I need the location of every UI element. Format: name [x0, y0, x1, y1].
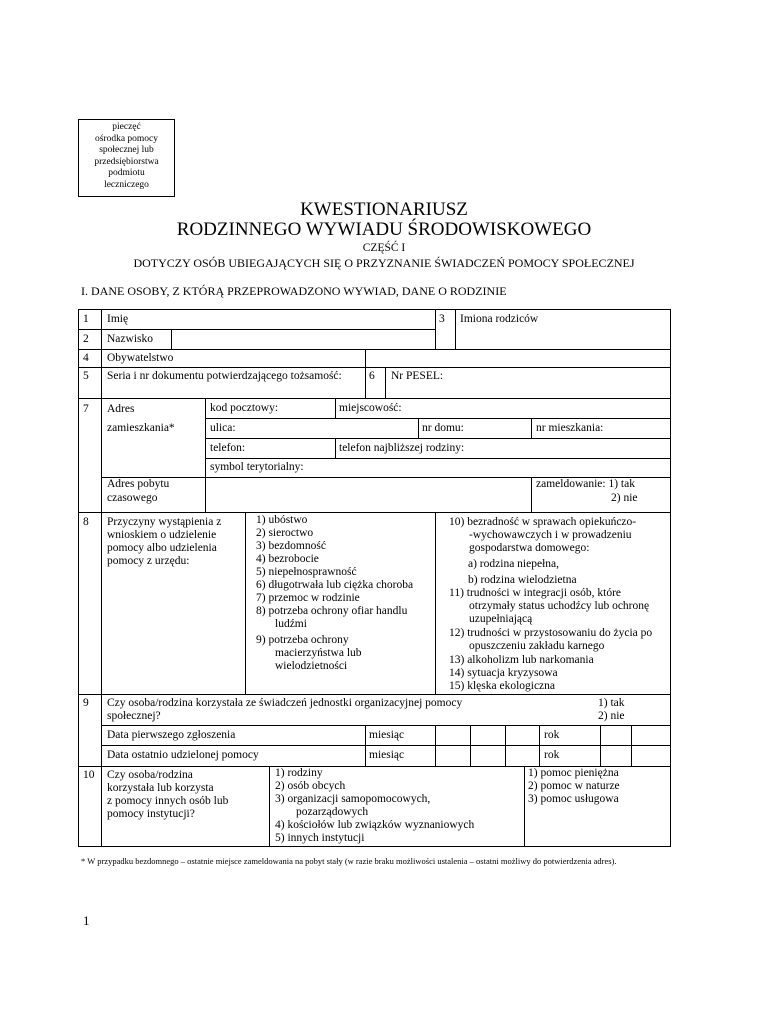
table-rule	[435, 309, 436, 349]
table-rule	[631, 725, 632, 766]
field-label-adres: Adres	[107, 403, 135, 415]
q10-help-type: 3) pomoc usługowa	[528, 793, 619, 805]
table-rule	[335, 398, 336, 418]
table-rule	[269, 766, 270, 846]
miesiac-label: miesiąc	[369, 729, 405, 741]
q10-option: pozarządowych	[296, 806, 369, 818]
section-title: I. DANE OSOBY, Z KTÓRĄ PRZEPROWADZONO WYWIAD, DANE O RODZINIE	[81, 284, 507, 298]
reason-item: 7) przemoc w rodzinie	[256, 592, 360, 604]
reason-item: wielodzietności	[275, 660, 348, 672]
field-label-telefon-rodziny: telefon najbliższej rodziny:	[339, 442, 465, 454]
reason-item: 13) alkoholizm lub narkomania	[449, 654, 594, 666]
table-rule	[78, 309, 671, 310]
table-rule	[78, 846, 671, 847]
field-label-nr-mieszkania: nr mieszkania:	[536, 422, 604, 434]
page-title-2: RODZINNEGO WYWIADU ŚRODOWISKOWEGO	[176, 219, 592, 240]
q10-option: 2) osób obcych	[275, 780, 346, 792]
table-rule	[78, 329, 435, 330]
page-number: 1	[83, 913, 90, 928]
q9-option-nie: 2) nie	[598, 710, 625, 722]
field-label-imie: Imię	[107, 313, 129, 325]
field-label-kod: kod pocztowy:	[210, 402, 279, 414]
row-number: 4	[83, 352, 89, 364]
reason-item: -wychowawczych i w prowadzeniu	[469, 529, 632, 541]
table-rule	[205, 398, 206, 512]
field-label-symbol: symbol terytorialny:	[210, 461, 304, 473]
stamp-line: przedsiębiorstwa	[94, 156, 159, 167]
table-rule	[205, 418, 671, 419]
q9-option-tak: 1) tak	[598, 697, 625, 709]
q10-option: 5) innych instytucji	[275, 832, 365, 844]
stamp-line: leczniczego	[104, 179, 149, 190]
reason-item: otrzymały status uchodźcy lub ochronę	[469, 600, 650, 612]
reason-item: opuszczeniu zakładu karnego	[469, 640, 605, 652]
reason-item: 2) sieroctwo	[256, 527, 314, 539]
table-rule	[335, 438, 336, 458]
q10-option: 3) organizacji samopomocowych,	[275, 793, 431, 805]
row-number: 7	[83, 403, 89, 415]
row-number: 10	[83, 769, 95, 781]
table-rule	[101, 745, 671, 746]
row-number: 1	[83, 313, 89, 325]
stamp-box	[78, 119, 175, 197]
reason-item: 1) ubóstwo	[256, 514, 308, 526]
q10-question: z pomocy innych osób lub	[107, 795, 229, 807]
przyczyny-label: pomocy z urzędu:	[107, 555, 190, 567]
q10-question: Czy osoba/rodzina	[107, 769, 193, 781]
zameldowanie-tak: zameldowanie: 1) tak	[536, 478, 635, 490]
field-label-nazwisko: Nazwisko	[107, 333, 153, 345]
reason-item: 10) bezradność w sprawach opiekuńczo-	[449, 516, 637, 528]
reason-item: ludźmi	[275, 618, 307, 630]
subtitle: DOTYCZY OSÓB UBIEGAJĄCYCH SIĘ O PRZYZNANIE ŚWIADCZEŃ POMOCY SPOŁECZNEJ	[133, 256, 635, 270]
stamp-line: społecznej lub	[99, 145, 154, 155]
reason-item: uzupełniającą	[469, 613, 533, 625]
row-number: 2	[83, 333, 89, 345]
reason-item: 14) sytuacja kryzysowa	[449, 667, 558, 679]
field-label-zamieszkania: zamieszkania*	[107, 422, 175, 434]
przyczyny-label: pomocy albo udzielenia	[107, 542, 217, 554]
table-rule	[385, 367, 386, 398]
footnote: * W przypadku bezdomnego – ostatnie miejsce zameldowania na pobyt stały (w razie braku możliwości ustalenia – ostatni możliwy do potwierdzenia adres).	[81, 856, 617, 866]
reason-item: 12) trudności w przystosowaniu do życia po	[449, 627, 653, 639]
field-label-ulica: ulica:	[210, 422, 236, 434]
table-rule	[505, 725, 506, 766]
rok-label: rok	[544, 729, 560, 741]
reason-item: 15) klęska ekologiczna	[449, 680, 556, 692]
row-number: 9	[83, 697, 89, 709]
part-label: CZĘŚĆ I	[362, 242, 406, 254]
field-label-pesel: Nr PESEL:	[391, 370, 444, 382]
reason-item: 3) bezdomność	[256, 540, 326, 552]
reason-item: 6) długotrwała lub ciężka choroba	[256, 579, 414, 591]
table-rule	[531, 477, 532, 512]
q10-help-type: 2) pomoc w naturze	[528, 780, 620, 792]
table-rule	[435, 725, 436, 766]
table-rule	[205, 458, 671, 459]
stamp-line: ośrodka pomocy	[94, 133, 159, 144]
table-rule	[524, 766, 525, 846]
field-label-czasowego: czasowego	[107, 492, 158, 504]
field-label-telefon: telefon:	[210, 442, 246, 454]
table-rule	[171, 329, 172, 349]
table-rule	[455, 309, 456, 349]
row-number: 6	[369, 370, 375, 382]
q10-help-type: 1) pomoc pieniężna	[528, 767, 619, 779]
table-rule	[365, 725, 366, 766]
reason-item: b) rodzina wielodzietna	[468, 574, 577, 586]
table-rule	[365, 349, 366, 398]
przyczyny-label: wnioskiem o udzielenie	[107, 529, 217, 541]
reason-item: 5) niepełnosprawność	[256, 566, 357, 578]
table-rule	[600, 725, 601, 766]
reason-item: 9) potrzeba ochrony	[256, 634, 349, 646]
reason-item: 8) potrzeba ochrony ofiar handlu	[256, 605, 408, 617]
table-rule	[101, 725, 671, 726]
q10-option: 4) kościołów lub związków wyznaniowych	[275, 819, 475, 831]
table-rule	[531, 418, 532, 438]
przyczyny-label: Przyczyny wystąpienia z	[107, 516, 222, 528]
table-rule	[78, 694, 671, 695]
row-number: 8	[83, 516, 89, 528]
reason-item: gospodarstwa domowego:	[469, 542, 590, 554]
stamp-line: podmiotu	[108, 168, 145, 178]
table-rule	[78, 367, 671, 368]
field-label-imiona-rodzicow: Imiona rodziców	[460, 313, 539, 325]
table-rule	[78, 349, 671, 350]
row-number: 5	[83, 370, 89, 382]
table-rule	[418, 418, 419, 438]
field-label-seria: Seria i nr dokumentu potwierdzającego tożsamość:	[107, 370, 342, 382]
data-ostatnio-label: Data ostatnio udzielonej pomocy	[107, 749, 259, 761]
table-rule	[245, 512, 246, 694]
reason-item: macierzyństwa lub	[275, 647, 362, 659]
rok-label: rok	[544, 749, 560, 761]
stamp-line: pieczęć	[112, 122, 141, 132]
field-label-adres-pobytu: Adres pobytu	[107, 478, 170, 490]
q10-question: korzystała lub korzysta	[107, 782, 214, 794]
table-rule	[205, 438, 671, 439]
reason-item: a) rodzina niepełna,	[468, 558, 559, 570]
field-label-nr-domu: nr domu:	[422, 422, 464, 434]
table-rule	[435, 512, 436, 694]
q10-question: pomocy instytucji?	[107, 808, 195, 820]
table-rule	[78, 512, 671, 513]
data-zgloszenia-label: Data pierwszego zgłoszenia	[107, 729, 236, 741]
row-number: 3	[439, 313, 445, 325]
zameldowanie-nie: 2) nie	[611, 492, 638, 504]
q9-question: Czy osoba/rodzina korzystała ze świadczeń jednostki organizacyjnej pomocy	[107, 697, 463, 709]
table-rule	[78, 398, 671, 399]
table-rule	[470, 725, 471, 766]
page-title: KWESTIONARIUSZ	[300, 199, 468, 220]
table-rule	[539, 725, 540, 766]
q9-question-2: społecznej?	[107, 710, 161, 722]
miesiac-label: miesiąc	[369, 749, 405, 761]
q10-option: 1) rodziny	[275, 767, 323, 779]
reason-item: 11) trudności w integracji osób, które	[449, 587, 622, 599]
field-label-miejscowosc: miejscowość:	[339, 402, 402, 414]
field-label-obywatelstwo: Obywatelstwo	[107, 352, 174, 364]
reason-item: 4) bezrobocie	[256, 553, 319, 565]
